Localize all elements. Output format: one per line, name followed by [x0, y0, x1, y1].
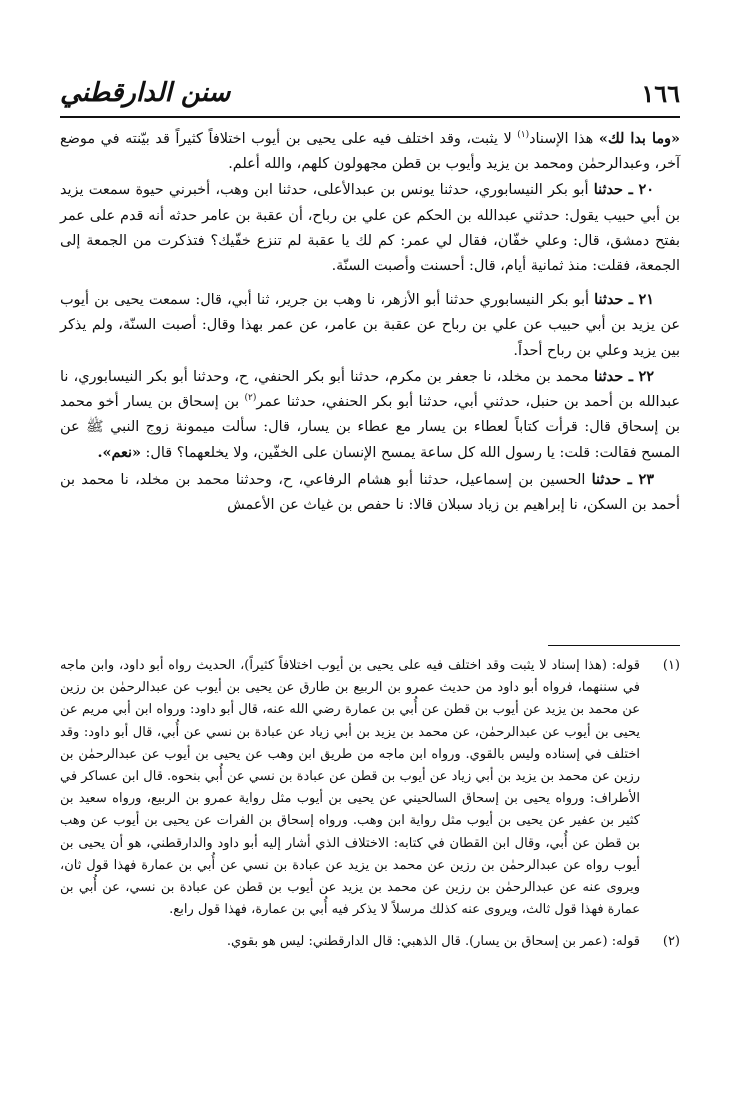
book-title: سنن الدارقطني: [60, 78, 231, 108]
hadith-text: أبو بكر النيسابوري، حدثنا يونس بن عبدالأعلى، حدثنا ابن وهب، أخبرني حيوة سمعت يزيد بن أبي حبيب يقول: حدثني عبدالله بن الحكم عن علي بن رباح، أن عقبة بن عامر حدثه أنه قدم على عمر بفتح دمشق، قال: وعلي خفّان، فقال لي عمر: كم لك يا عقبة لم تنزع خفّيك؟ فتذكرت من الجمعة إلى الجمعة، فقلت: منذ ثمانية أيام، قال: أحسنت وأصبت السنّة.: [60, 182, 680, 275]
hadith-text: الحسين بن إسماعيل، حدثنا أبو هشام الرفاعي، ح، وحدثنا محمد بن مخلد، نا محمد بن أحمد بن السكن، نا إبراهيم بن زياد سبلان قالا: نا حفص بن غياث عن الأعمش: [60, 471, 680, 513]
footnotes: [60, 655, 680, 954]
main-text: [60, 126, 680, 518]
footnote-separator: [548, 645, 680, 646]
hadith-lead: ٢٠ ـ حدثنا: [593, 181, 654, 199]
hadith-20: [60, 177, 680, 279]
footnote-number: (١): [662, 658, 680, 673]
footnote-number: (٢): [662, 934, 680, 950]
hadith-23: [60, 467, 680, 518]
hadith-text: بن إسحاق بن يسار أخو محمد بن إسحاق قال: قرأت كتاباً لعطاء بن يسار مع عطاء بن يسار، قال: سألت ميمونة زوج النبي ﷺ عن المسح فقالت: قلت: يا رسول الله كل ساعة يمسح الإنسان على الخفّين، ولا يخلعهما؟ قال:: [60, 394, 680, 462]
hadith-text: محمد بن مخلد، نا جعفر بن مكرم، حدثنا أبو بكر الحنفي، ح، وحدثنا أبو بكر النيسابوري، نا عبدالله بن أحمد بن حنبل، حدثني أبي، حدثنا أبو بكر الحنفي، حدثنا عمر: [60, 368, 680, 411]
book-page: [60, 0, 680, 1110]
footnote-ref[interactable]: (١): [517, 130, 530, 141]
footnote-1: [60, 655, 680, 921]
footnote-text: قوله: (هذا إسناد لا يثبت وقد اختلف فيه على يحيى بن أيوب اختلافاً كثيراً)، الحديث رواه أبو داود، وابن ماجه في سننهما، فرواه أبو داود من حديث عمرو بن الربيع بن طارق عن يحيى بن أيوب عن عبدالرحمٰن بن رزين عن محمد بن يزيد عن أيوب بن قطن عن أُبي بن عمارة رضي الله عنه، قال أبو داود: ورواه ابن أبي مريم عن يحيى بن أيوب عن عبدالرحمٰن، عن محمد بن يزيد بن أبي زياد عن عبادة بن نسي عن أُبي، قال أبو داود: وقد اختلف في إسناده وليس بالقوي. ورواه ابن ماجه من طريق ابن وهب عن يحيى بن أيوب عن عبدالرحمٰن بن رزين عن محمد بن يزيد بن أبي زياد عن أيوب بن قطن عن عبادة بن نسي عن أُبي بنحوه. قال ابن عساكر في الأطراف: ورواه يحيى بن إسحاق السالحيني عن يحيى بن أيوب مثل رواية عمرو بن الربيع، ورواه سعيد بن كثير بن عفير عن يحيى بن أيوب مثل رواية ابن وهب. ورواه إسحاق بن الفرات عن يحيى بن أيوب عن وهب بن قطن عن أُبي، وقال ابن القطان في كتابه: الاختلاف الذي أشار إليه أبو داود والدارقطني، هو أن يحيى بن أيوب رواه عن عبدالرحمٰن بن رزين عن محمد بن يزيد عن عبادة بن نسي عن أُبي بن عمارة فهذا قول ثان، ويروى عنه عن عبدالرحمٰن بن رزين عن محمد بن يزيد عن أيوب بن قطن عن عبادة بن نسي، عن أُبي بن عمارة فهذا قول ثالث، ويروى عنه كذلك مرسلاً لا يذكر فيه أُبي بن عمارة، فهذا قول رابع.: [60, 658, 640, 918]
footnote-ref[interactable]: (٢): [244, 393, 257, 404]
hadith-tail: «نعم».: [97, 444, 141, 462]
footnote-2: [60, 931, 680, 953]
hadith-22: [60, 364, 680, 467]
hadith-lead: ٢١ ـ حدثنا: [594, 291, 655, 309]
hadith-text: أبو بكر النيسابوري حدثنا أبو الأزهر، نا وهب بن جرير، ثنا أبي، قال: سمعت يحيى بن أيوب عن يزيد بن أبي حبيب عن علي بن رباح عن عقبة بن عامر، عن عمر بهذا وقال: أصبت السنّة، ولم يذكر بين يزيد وعلي بن رباح أحداً.: [60, 292, 680, 359]
page-number: ١٦٦: [641, 78, 680, 108]
header-rule: [60, 116, 680, 118]
paragraph-text: لا يثبت، وقد اختلف فيه على يحيى بن أيوب اختلافاً كثيراً قد بيّنته في موضع آخر، وعبدالرحمٰن ومحمد بن يزيد وأيوب بن قطن مجهولون كلهم، والله أعلم.: [60, 131, 680, 173]
paragraph-text: هذا الإسناد: [529, 131, 599, 147]
footnote-text: قوله: (عمر بن إسحاق بن يسار). قال الذهبي: قال الدارقطني: ليس هو بقوي.: [226, 934, 640, 950]
hadith-21: [60, 287, 680, 364]
paragraph-lead: «وما بدا لك»: [598, 130, 680, 147]
hadith-lead: ٢٣ ـ حدثنا: [591, 470, 655, 488]
paragraph-intro: [60, 126, 680, 177]
page-header: [60, 68, 680, 118]
hadith-lead: ٢٢ ـ حدثنا: [593, 367, 655, 385]
